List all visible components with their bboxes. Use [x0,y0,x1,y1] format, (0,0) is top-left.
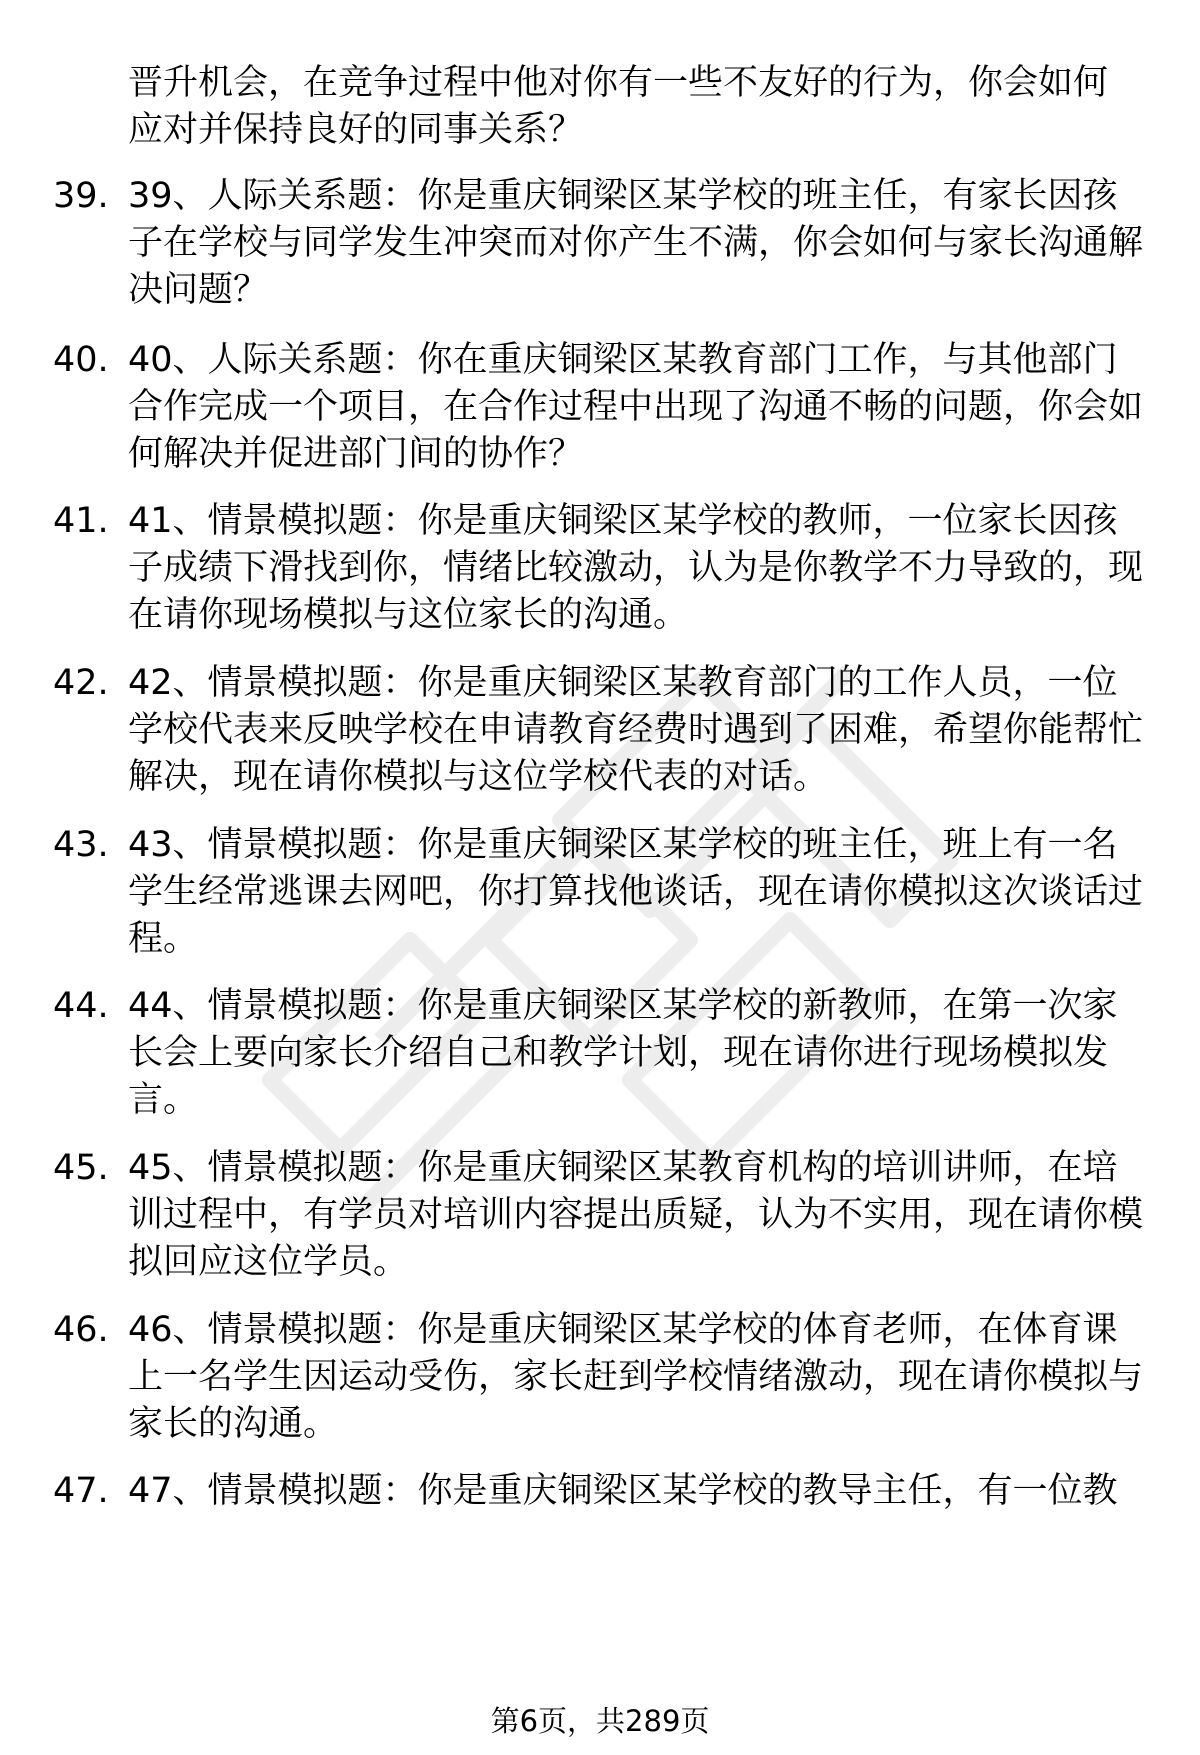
question-text: 47、情景模拟题：你是重庆铜梁区某学校的教导主任，有一位教 [128,1471,1118,1511]
question-text: 46、情景模拟题：你是重庆铜梁区某学校的体育老师，在体育课上一名学生因运动受伤，家长赶到学校情绪激动，现在请你模拟与家长的沟通。 [128,1310,1144,1444]
page-footer: 第6页，共289页 [490,1704,710,1738]
question-number: 47. [53,1471,109,1511]
question-text: 41、情景模拟题：你是重庆铜梁区某学校的教师，一位家长因孩子成绩下滑找到你，情绪比较激动，认为是你教学不力导致的，现在请你现场模拟与这位家长的沟通。 [128,501,1144,635]
question-text: 44、情景模拟题：你是重庆铜梁区某学校的新教师，在第一次家长会上要向家长介绍自己和教学计划，现在请你进行现场模拟发言。 [128,986,1118,1120]
question-number: 39. [53,176,109,216]
question-number: 42. [53,663,109,703]
question-text: 40、人际关系题：你在重庆铜梁区某教育部门工作，与其他部门合作完成一个项目，在合作过程中出现了沟通不畅的问题，你会如何解决并促进部门间的协作？ [128,340,1144,474]
question-number: 46. [53,1310,109,1350]
question-text: 45、情景模拟题：你是重庆铜梁区某教育机构的培训讲师，在培训过程中，有学员对培训内容提出质疑，认为不实用，现在请你模拟回应这位学员。 [128,1148,1144,1282]
question-text: 39、人际关系题：你是重庆铜梁区某学校的班主任，有家长因孩子在学校与同学发生冲突而对你产生不满，你会如何与家长沟通解决问题？ [128,176,1144,310]
question-text: 42、情景模拟题：你是重庆铜梁区某教育部门的工作人员，一位学校代表来反映学校在申请教育经费时遇到了困难，希望你能帮忙解决，现在请你模拟与这位学校代表的对话。 [128,663,1144,797]
question-number: 41. [53,501,109,541]
question-text: 43、情景模拟题：你是重庆铜梁区某学校的班主任，班上有一名学生经常逃课去网吧，你打算找他谈话，现在请你模拟这次谈话过程。 [128,825,1144,959]
question-number: 43. [53,825,109,865]
question-number: 44. [53,986,109,1026]
question-number: 45. [53,1148,109,1188]
continuation-text: 晋升机会，在竞争过程中他对你有一些不友好的行为，你会如何应对并保持良好的同事关系？ [128,63,1109,150]
question-number: 40. [53,340,109,380]
